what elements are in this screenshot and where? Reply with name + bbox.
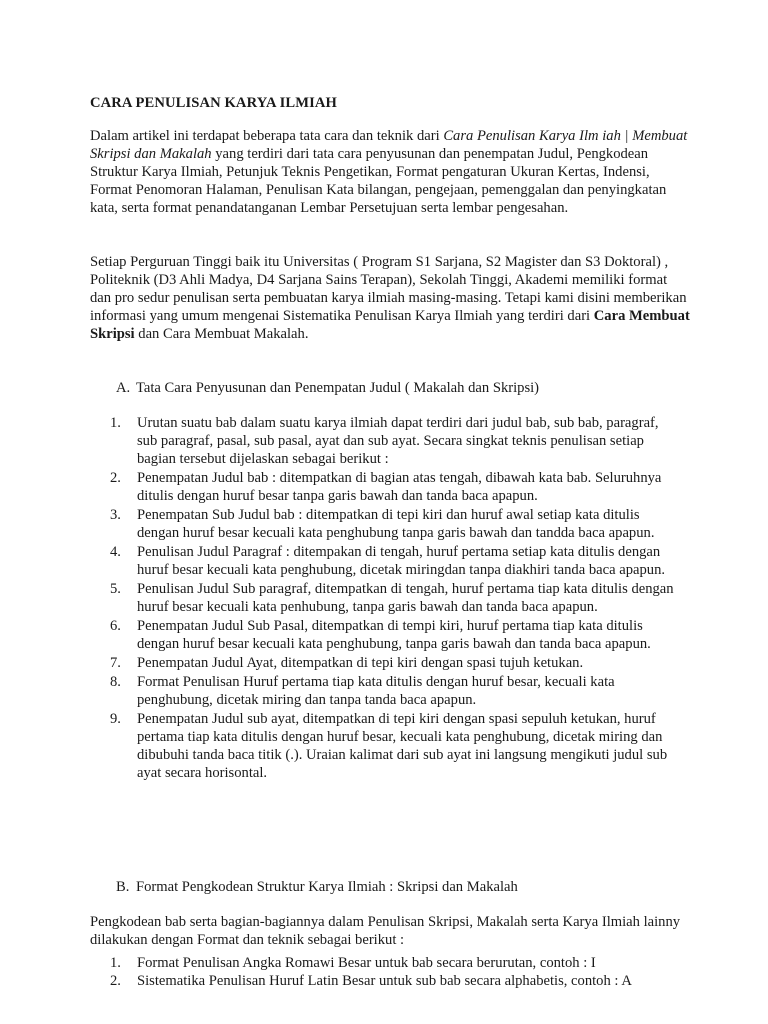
list-item-number: 2.	[110, 973, 121, 989]
intro-text-end: yang terdiri dari tata cara penyusunan dan penempatan Judul, Pengkodean Struktur Karya Ilmiah, Petunjuk Teknis Pengetikan, Format pengaturan Ukuran Kertas, Indensi, Format Penomoran Halaman, Penulisan Kata bilangan, pengejaan, pemenggalan dan penyingkatan kata, serta format penandatanganan Lembar Persetujuan serta lembar pengesahan.	[90, 146, 667, 216]
list-item-number: 1.	[110, 415, 121, 431]
list-item-text: Penulisan Judul Sub paragraf, ditempatkan di tengah, huruf pertama tiap kata ditulis dengan huruf besar kecuali kata penhubung, tanpa garis bawah dan tanda baca apapun.	[137, 581, 674, 615]
list-item-number: 7.	[110, 655, 121, 671]
list-item-number: 1.	[110, 955, 121, 971]
intro-text-start: Dalam artikel ini terdapat beberapa tata cara dan teknik dari	[90, 128, 444, 144]
list-item	[110, 972, 676, 990]
list-item	[110, 506, 676, 542]
list-item	[110, 954, 676, 972]
second-text-end: dan Cara Membuat Makalah.	[134, 326, 309, 342]
section-b-list	[110, 954, 676, 990]
section-b-title: Format Pengkodean Struktur Karya Ilmiah : Skripsi dan Makalah	[136, 879, 518, 895]
list-item	[110, 469, 676, 505]
third-paragraph: Pengkodean bab serta bagian-bagiannya dalam Penulisan Skripsi, Makalah serta Karya Ilmiah lainny dilakukan dengan Format dan teknik sebagai berikut :	[90, 914, 681, 948]
list-item-text: Penulisan Judul Paragraf : ditempakan di tengah, huruf pertama setiap kata ditulis dengan huruf besar kecuali kata penghubung, dicetak miringdan tanpa diakhiri tanda baca apapun.	[137, 544, 666, 578]
list-item-text: Format Penulisan Huruf pertama tiap kata ditulis dengan huruf besar, kecuali kata penghubung, dicetak miring dan tanpa tanda baca apapun.	[137, 674, 615, 708]
list-item-number: 8.	[110, 674, 121, 690]
second-text-start: Setiap Perguruan Tinggi baik itu Universitas ( Program S1 Sarjana, S2 Magister dan S3 Doktoral) , Politeknik (D3 Ahli Madya, D4 Sarjana Sains Terapan), Sekolah Tinggi, Akademi memiliki format dan pro sedur penulisan serta pembuatan karya ilmiah masing-masing. Tetapi kami disini memberikan informasi yang umum mengenai Sistematika Penulisan Karya Ilmiah yang terdiri dari	[90, 254, 687, 324]
list-item-number: 4.	[110, 544, 121, 560]
list-item-number: 6.	[110, 618, 121, 634]
list-item-number: 2.	[110, 470, 121, 486]
list-item-text: Urutan suatu bab dalam suatu karya ilmiah dapat terdiri dari judul bab, sub bab, paragraf, sub paragraf, pasal, sub pasal, ayat dan sub ayat. Secara singkat teknis penulisan setiap bagian tersebut dijelaskan sebagai berikut :	[137, 415, 659, 467]
list-item-text: Penempatan Judul Sub Pasal, ditempatkan di tempi kiri, huruf pertama tiap kata ditulis dengan huruf besar kecuali kata penghubung, tanpa garis bawah dan tanda baca apapun.	[137, 618, 651, 652]
list-item-number: 5.	[110, 581, 121, 597]
second-paragraph	[90, 253, 690, 343]
list-item	[110, 580, 676, 616]
list-item	[110, 710, 676, 782]
list-item	[110, 414, 676, 468]
section-a-title: Tata Cara Penyusunan dan Penempatan Judul ( Makalah dan Skripsi)	[136, 380, 540, 396]
section-b-letter: B.	[116, 879, 130, 895]
document-title: CARA PENULISAN KARYA ILMIAH	[90, 95, 337, 111]
intro-italic-title: Cara Penulisan Karya Ilm iah | Membuat Skripsi dan Makalah	[90, 128, 688, 162]
section-a-letter: A.	[116, 380, 131, 396]
list-item	[110, 543, 676, 579]
list-item	[110, 673, 676, 709]
bold-link-text: Cara Membuat Skripsi	[90, 308, 690, 342]
list-item-text: Penempatan Sub Judul bab : ditempatkan di tepi kiri dan huruf awal setiap kata ditulis dengan huruf besar kecuali kata penghubung tanpa garis bawah dan tandda baca apapun.	[137, 507, 655, 541]
list-item	[110, 617, 676, 653]
list-item-number: 3.	[110, 507, 121, 523]
list-item-text: Penempatan Judul bab : ditempatkan di bagian atas tengah, dibawah kata bab. Seluruhnya ditulis dengan huruf besar tanpa garis bawah dan tanda baca apapun.	[137, 470, 662, 504]
section-a-heading	[116, 379, 539, 397]
section-b-heading	[116, 878, 518, 896]
list-item-text: Sistematika Penulisan Huruf Latin Besar untuk sub bab secara alphabetis, contoh : A	[137, 973, 632, 989]
list-item-text: Penempatan Judul Ayat, ditempatkan di tepi kiri dengan spasi tujuh ketukan.	[137, 655, 584, 671]
list-item-text: Format Penulisan Angka Romawi Besar untuk bab secara berurutan, contoh : I	[137, 955, 596, 971]
intro-paragraph	[90, 127, 690, 217]
section-a-list	[110, 414, 676, 783]
list-item-number: 9.	[110, 711, 121, 727]
list-item-text: Penempatan Judul sub ayat, ditempatkan di tepi kiri dengan spasi sepuluh ketukan, huruf pertama tiap kata ditulis dengan huruf besar, kecuali kata penghubung, dicetak miring dan dibubuhi tanda baca titik (.). Uraian kalimat dari sub ayat ini langsung mengikuti judul sub ayat secara horisontal.	[137, 711, 668, 781]
list-item	[110, 654, 676, 672]
